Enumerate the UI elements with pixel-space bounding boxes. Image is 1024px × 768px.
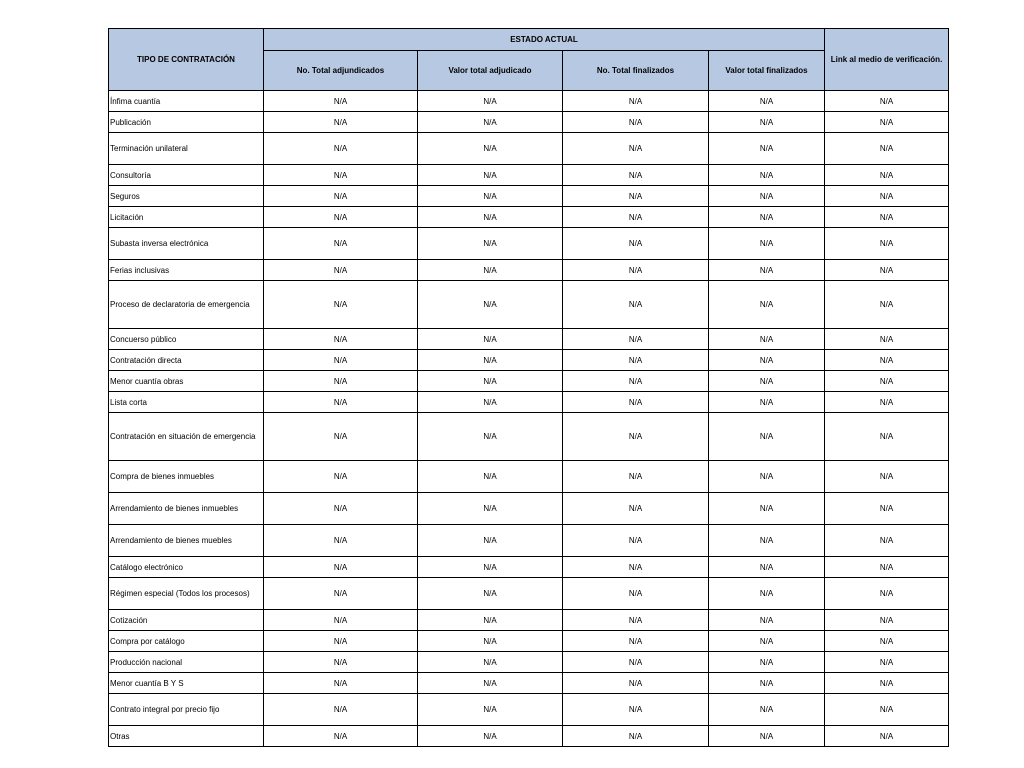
- value-cell: N/A: [264, 652, 418, 673]
- value-cell: N/A: [418, 350, 563, 371]
- value-cell: N/A: [264, 610, 418, 631]
- value-cell: N/A: [563, 726, 709, 747]
- value-cell: N/A: [825, 329, 949, 350]
- table-row: [109, 186, 949, 207]
- table-row: [109, 557, 949, 578]
- contract-type-cell: Subasta inversa electrónica: [109, 228, 264, 260]
- header-valor-total-finalizados: Valor total finalizados: [709, 51, 825, 91]
- value-cell: N/A: [418, 260, 563, 281]
- value-cell: N/A: [563, 91, 709, 112]
- value-cell: N/A: [563, 392, 709, 413]
- value-cell: N/A: [825, 186, 949, 207]
- value-cell: N/A: [563, 413, 709, 461]
- value-cell: N/A: [264, 392, 418, 413]
- value-cell: N/A: [563, 133, 709, 165]
- value-cell: N/A: [825, 371, 949, 392]
- value-cell: N/A: [563, 371, 709, 392]
- contract-type-cell: Producción nacional: [109, 652, 264, 673]
- value-cell: N/A: [264, 493, 418, 525]
- value-cell: N/A: [825, 557, 949, 578]
- value-cell: N/A: [825, 578, 949, 610]
- value-cell: N/A: [418, 133, 563, 165]
- value-cell: N/A: [264, 186, 418, 207]
- value-cell: N/A: [825, 673, 949, 694]
- table-row: [109, 207, 949, 228]
- value-cell: N/A: [418, 673, 563, 694]
- value-cell: N/A: [264, 281, 418, 329]
- value-cell: N/A: [264, 228, 418, 260]
- contract-type-cell: Menor cuantía B Y S: [109, 673, 264, 694]
- value-cell: N/A: [418, 652, 563, 673]
- value-cell: N/A: [825, 281, 949, 329]
- value-cell: N/A: [825, 493, 949, 525]
- header-no-total-finalizados: No. Total finalizados: [563, 51, 709, 91]
- value-cell: N/A: [418, 371, 563, 392]
- value-cell: N/A: [563, 557, 709, 578]
- value-cell: N/A: [563, 694, 709, 726]
- contract-type-cell: Contrato integral por precio fijo: [109, 694, 264, 726]
- value-cell: N/A: [264, 413, 418, 461]
- value-cell: N/A: [418, 413, 563, 461]
- value-cell: N/A: [709, 578, 825, 610]
- value-cell: N/A: [709, 461, 825, 493]
- table-row: [109, 350, 949, 371]
- value-cell: N/A: [709, 112, 825, 133]
- contract-type-cell: Concuerso público: [109, 329, 264, 350]
- contract-type-cell: Régimen especial (Todos los procesos): [109, 578, 264, 610]
- contract-type-cell: Lista corta: [109, 392, 264, 413]
- header-estado-actual: ESTADO ACTUAL: [264, 29, 825, 51]
- value-cell: N/A: [563, 493, 709, 525]
- table-row: [109, 673, 949, 694]
- table-row: [109, 392, 949, 413]
- contract-type-cell: Contratación en situación de emergencia: [109, 413, 264, 461]
- value-cell: N/A: [825, 652, 949, 673]
- contract-type-cell: Compra de bienes inmuebles: [109, 461, 264, 493]
- value-cell: N/A: [418, 493, 563, 525]
- value-cell: N/A: [563, 631, 709, 652]
- value-cell: N/A: [418, 610, 563, 631]
- table-row: [109, 133, 949, 165]
- value-cell: N/A: [264, 207, 418, 228]
- value-cell: N/A: [709, 371, 825, 392]
- value-cell: N/A: [418, 165, 563, 186]
- table-row: [109, 578, 949, 610]
- value-cell: N/A: [825, 91, 949, 112]
- value-cell: N/A: [709, 557, 825, 578]
- value-cell: N/A: [418, 525, 563, 557]
- value-cell: N/A: [825, 726, 949, 747]
- table-row: [109, 260, 949, 281]
- value-cell: N/A: [264, 91, 418, 112]
- value-cell: N/A: [418, 186, 563, 207]
- value-cell: N/A: [709, 91, 825, 112]
- value-cell: N/A: [709, 186, 825, 207]
- value-cell: N/A: [709, 652, 825, 673]
- value-cell: N/A: [825, 610, 949, 631]
- value-cell: N/A: [709, 392, 825, 413]
- value-cell: N/A: [709, 329, 825, 350]
- value-cell: N/A: [825, 228, 949, 260]
- header-link: Link al medio de verificación.: [825, 29, 949, 91]
- contract-type-cell: Publicación: [109, 112, 264, 133]
- value-cell: N/A: [418, 726, 563, 747]
- value-cell: N/A: [418, 578, 563, 610]
- value-cell: N/A: [709, 228, 825, 260]
- contract-type-cell: Contratación directa: [109, 350, 264, 371]
- value-cell: N/A: [825, 392, 949, 413]
- value-cell: N/A: [264, 112, 418, 133]
- value-cell: N/A: [825, 260, 949, 281]
- value-cell: N/A: [709, 207, 825, 228]
- value-cell: N/A: [709, 281, 825, 329]
- value-cell: N/A: [563, 260, 709, 281]
- contract-type-cell: Menor cuantía obras: [109, 371, 264, 392]
- contract-type-cell: Ínfima cuantía: [109, 91, 264, 112]
- value-cell: N/A: [563, 112, 709, 133]
- contract-type-cell: Seguros: [109, 186, 264, 207]
- value-cell: N/A: [418, 461, 563, 493]
- contract-type-cell: Consultoría: [109, 165, 264, 186]
- contract-type-cell: Terminación unilateral: [109, 133, 264, 165]
- procurement-table: [108, 28, 949, 747]
- value-cell: N/A: [825, 350, 949, 371]
- value-cell: N/A: [825, 112, 949, 133]
- value-cell: N/A: [563, 652, 709, 673]
- value-cell: N/A: [825, 165, 949, 186]
- value-cell: N/A: [418, 112, 563, 133]
- value-cell: N/A: [418, 631, 563, 652]
- value-cell: N/A: [264, 260, 418, 281]
- value-cell: N/A: [418, 91, 563, 112]
- value-cell: N/A: [563, 281, 709, 329]
- value-cell: N/A: [825, 461, 949, 493]
- table-row: [109, 413, 949, 461]
- contract-type-cell: Arrendamiento de bienes inmuebles: [109, 493, 264, 525]
- contract-type-cell: Licitación: [109, 207, 264, 228]
- value-cell: N/A: [825, 694, 949, 726]
- value-cell: N/A: [264, 578, 418, 610]
- value-cell: N/A: [264, 350, 418, 371]
- value-cell: N/A: [563, 673, 709, 694]
- value-cell: N/A: [563, 329, 709, 350]
- value-cell: N/A: [264, 631, 418, 652]
- value-cell: N/A: [825, 207, 949, 228]
- contract-type-cell: Arrendamiento de bienes muebles: [109, 525, 264, 557]
- value-cell: N/A: [825, 631, 949, 652]
- contract-type-cell: Cotización: [109, 610, 264, 631]
- value-cell: N/A: [563, 228, 709, 260]
- table-row: [109, 652, 949, 673]
- table-row: [109, 726, 949, 747]
- value-cell: N/A: [563, 578, 709, 610]
- table-row: [109, 525, 949, 557]
- value-cell: N/A: [563, 525, 709, 557]
- value-cell: N/A: [709, 726, 825, 747]
- table-row: [109, 281, 949, 329]
- contract-type-cell: Otras: [109, 726, 264, 747]
- table-row: [109, 461, 949, 493]
- table-row: [109, 228, 949, 260]
- value-cell: N/A: [709, 631, 825, 652]
- header-tipo: TIPO DE CONTRATACIÓN: [109, 29, 264, 91]
- value-cell: N/A: [709, 694, 825, 726]
- table-row: [109, 91, 949, 112]
- table-body: [109, 91, 949, 747]
- value-cell: N/A: [563, 350, 709, 371]
- value-cell: N/A: [709, 165, 825, 186]
- value-cell: N/A: [264, 673, 418, 694]
- value-cell: N/A: [418, 694, 563, 726]
- value-cell: N/A: [418, 329, 563, 350]
- value-cell: N/A: [825, 133, 949, 165]
- table-row: [109, 112, 949, 133]
- table-row: [109, 694, 949, 726]
- value-cell: N/A: [418, 557, 563, 578]
- table-row: [109, 493, 949, 525]
- table-row: [109, 165, 949, 186]
- table-row: [109, 631, 949, 652]
- value-cell: N/A: [709, 413, 825, 461]
- value-cell: N/A: [264, 726, 418, 747]
- contract-type-cell: Catálogo electrónico: [109, 557, 264, 578]
- value-cell: N/A: [709, 350, 825, 371]
- value-cell: N/A: [264, 329, 418, 350]
- header-no-total-adjudicados: No. Total adjundicados: [264, 51, 418, 91]
- contract-type-cell: Ferias inclusivas: [109, 260, 264, 281]
- contract-type-cell: Proceso de declaratoria de emergencia: [109, 281, 264, 329]
- value-cell: N/A: [563, 186, 709, 207]
- value-cell: N/A: [709, 673, 825, 694]
- value-cell: N/A: [264, 694, 418, 726]
- value-cell: N/A: [709, 493, 825, 525]
- value-cell: N/A: [563, 461, 709, 493]
- value-cell: N/A: [709, 610, 825, 631]
- value-cell: N/A: [563, 610, 709, 631]
- table-row: [109, 329, 949, 350]
- value-cell: N/A: [264, 557, 418, 578]
- value-cell: N/A: [825, 525, 949, 557]
- value-cell: N/A: [825, 413, 949, 461]
- value-cell: N/A: [418, 207, 563, 228]
- value-cell: N/A: [264, 165, 418, 186]
- value-cell: N/A: [264, 461, 418, 493]
- value-cell: N/A: [563, 207, 709, 228]
- value-cell: N/A: [563, 165, 709, 186]
- value-cell: N/A: [264, 133, 418, 165]
- value-cell: N/A: [264, 525, 418, 557]
- value-cell: N/A: [418, 228, 563, 260]
- value-cell: N/A: [418, 281, 563, 329]
- table-row: [109, 610, 949, 631]
- value-cell: N/A: [709, 133, 825, 165]
- value-cell: N/A: [709, 260, 825, 281]
- value-cell: N/A: [264, 371, 418, 392]
- header-valor-total-adjudicado: Valor total adjudicado: [418, 51, 563, 91]
- value-cell: N/A: [709, 525, 825, 557]
- table-row: [109, 371, 949, 392]
- value-cell: N/A: [418, 392, 563, 413]
- contract-type-cell: Compra por catálogo: [109, 631, 264, 652]
